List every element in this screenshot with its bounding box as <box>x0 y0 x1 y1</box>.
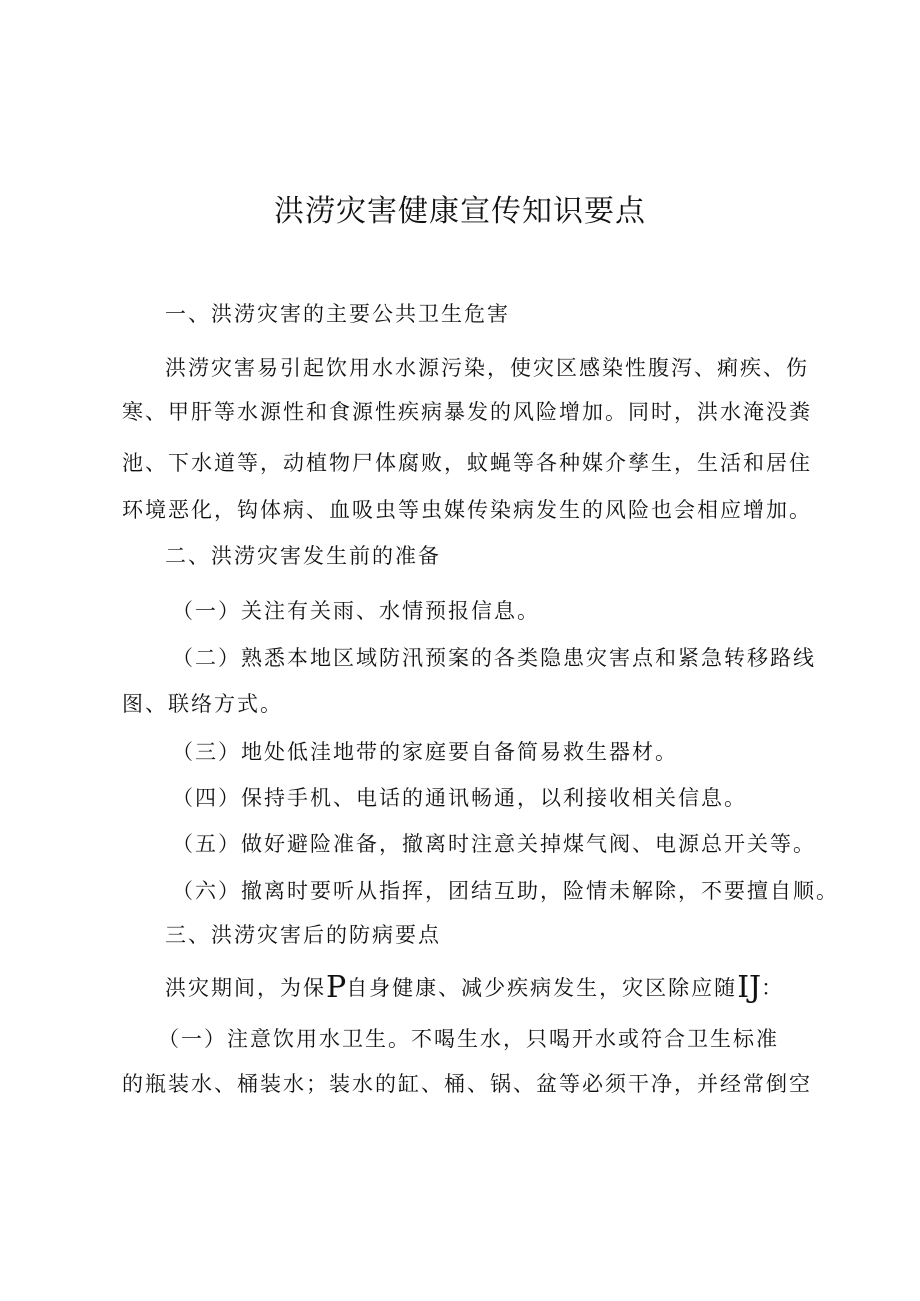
section-3-intro-glyph-ij: IJ <box>737 970 762 1005</box>
section-3-heading: 三、洪涝灾害后的防病要点 <box>165 923 441 947</box>
section-1-heading: 一、洪涝灾害的主要公共卫生危害 <box>165 302 510 326</box>
section-3-item-1-line-2: 的瓶装水、桶装水；装水的缸、桶、锅、盆等必须干净，并经常倒空 <box>122 1072 812 1096</box>
section-2-item-3: （三）地处低洼地带的家庭要自备简易救生器材。 <box>172 740 678 764</box>
section-3-intro-part-3: ： <box>761 976 785 1000</box>
section-2-heading: 二、洪涝灾害发生前的准备 <box>165 544 441 568</box>
section-3-intro-part-1: 洪灾期间，为保 <box>165 976 326 1000</box>
section-2-item-4: （四）保持手机、电话的通讯畅通，以利接收相关信息。 <box>172 786 747 810</box>
section-2-item-2-line-2: 图、联络方式。 <box>122 692 283 716</box>
section-3-intro-part-2: 自身健康、减少疾病发生，灾区除应随 <box>346 976 738 1000</box>
section-1-paragraph-line-1: 洪涝灾害易引起饮用水水源污染，使灾区感染性腹泻、痢疾、伤 <box>165 356 809 380</box>
section-3-item-1-line-1: （一）注意饮用水卫生。不喝生水，只喝开水或符合卫生标准 <box>158 1027 779 1051</box>
section-2-item-1: （一）关注有关雨、水情预报信息。 <box>172 599 540 623</box>
section-1-paragraph-line-4: 环境恶化，钩体病、血吸虫等虫媒传染病发生的风险也会相应增加。 <box>122 498 812 522</box>
section-1-paragraph-line-2: 寒、甲肝等水源性和食源性疾病暴发的风险增加。同时，洪水淹没粪 <box>122 400 812 424</box>
section-1-paragraph-line-3: 池、下水道等，动植物尸体腐败，蚊蝇等各种媒介孳生，生活和居住 <box>122 451 812 475</box>
document-title: 洪涝灾害健康宣传知识要点 <box>274 194 646 229</box>
section-2-item-6: （六）撤离时要听从指挥，团结互助，险情未解除，不要擅自顺。 <box>172 879 839 903</box>
section-2-item-2-line-1: （二）熟悉本地区域防汛预案的各类隐患灾害点和紧急转移路线 <box>172 646 816 670</box>
section-3-intro <box>165 970 785 1005</box>
section-3-intro-glyph-p: P <box>326 970 347 1005</box>
section-2-item-5: （五）做好避险准备，撤离时注意关掉煤气阀、电源总开关等。 <box>172 832 816 856</box>
